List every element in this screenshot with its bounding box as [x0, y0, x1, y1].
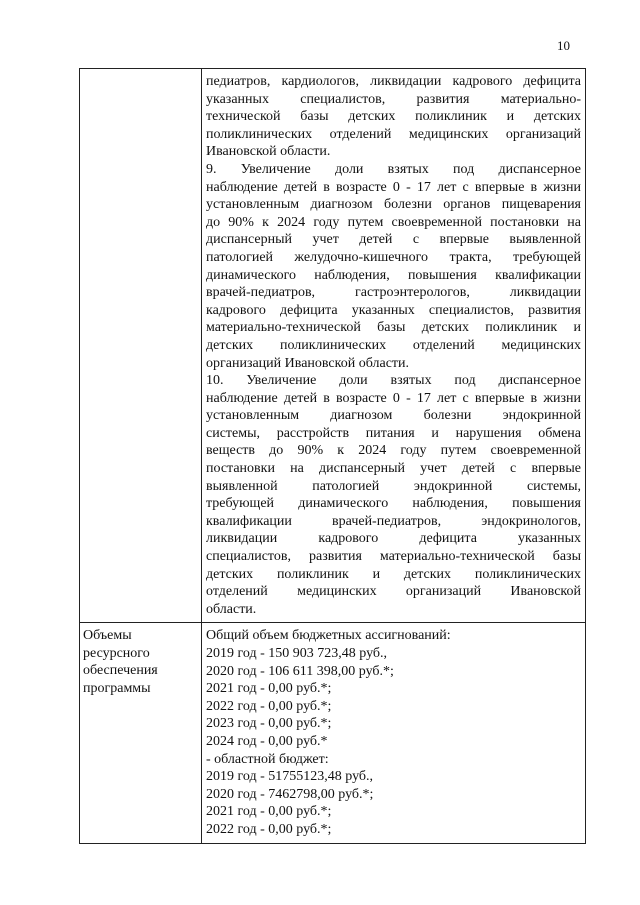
text-line: 9. Увеличение доли взятых под диспансерное [206, 161, 581, 177]
text-line: ликвидации кадрового дефицита указанных [206, 531, 581, 547]
row-label [80, 69, 201, 73]
funding-line: 2021 год - 0,00 руб.*; [206, 681, 332, 697]
text-line: постановки на диспансерный учет детей с впервые [206, 461, 581, 477]
table-row-funding [80, 623, 586, 843]
funding-line: 2020 год - 7462798,00 руб.*; [206, 786, 374, 802]
funding-line: 2024 год - 0,00 руб.* [206, 733, 328, 749]
text-line: до 90% к 2024 году путем своевременной постановки на [206, 214, 581, 230]
text-line: отделений медицинских организаций Ивановской [206, 584, 581, 600]
text-line: кадрового дефицита указанных специалистов, развития [206, 302, 581, 318]
table-row-goals [80, 69, 586, 623]
text-line: области. [206, 601, 257, 617]
row-content-cell-goals [202, 69, 586, 623]
text-line: педиатров, кардиологов, ликвидации кадрового дефицита [206, 74, 581, 89]
text-line: квалификации врачей-педиатров, эндокринологов, [206, 513, 581, 529]
row-content-cell-funding [202, 623, 586, 843]
row-label-line: Объемы [83, 628, 132, 644]
text-line: 10. Увеличение доли взятых под диспансерное [206, 373, 581, 389]
text-line: наблюдение детей в возрасте 0 - 17 лет с впервые в жизни [206, 390, 581, 406]
text-line: патологией желудочно-кишечного тракта, требующей [206, 249, 581, 265]
text-line: детских поликлиник и детских поликлинических [206, 566, 581, 582]
text-line: требующей динамического наблюдения, повышения [206, 496, 581, 512]
row-label-line: ресурсного [83, 645, 150, 661]
funding-line: 2019 год - 150 903 723,48 руб., [206, 646, 388, 661]
text-line: веществ до 90% к 2024 году путем своевременной [206, 443, 581, 459]
text-line: установленным диагнозом болезни органов пищеварения [206, 197, 581, 213]
text-line: организаций Ивановской области. [206, 355, 410, 371]
funding-line: Общий объем бюджетных ассигнований: [206, 628, 451, 644]
funding-line: 2020 год - 106 611 398,00 руб.*; [206, 663, 394, 679]
text-line: указанных специалистов, развития материально- [206, 91, 581, 107]
program-passport-table [79, 68, 586, 844]
text-line: выявленной патологией эндокринной системы, [206, 478, 581, 494]
funding-line: 2022 год - 0,00 руб.*; [206, 698, 332, 714]
funding-line: 2022 год - 0,00 руб.*; [206, 821, 332, 837]
text-line: наблюдение детей в возрасте 0 - 17 лет с впервые в жизни [206, 179, 581, 195]
row-label-line: программы [83, 680, 151, 696]
text-line: системы, расстройств питания и нарушения обмена [206, 425, 581, 441]
funding-line: 2019 год - 51755123,48 руб., [206, 769, 374, 785]
text-line: детских поликлинических отделений медицинских [206, 337, 581, 353]
text-line: поликлинических отделений медицинских организаций [206, 126, 581, 142]
text-line: материально-технической базы детских поликлиник и [206, 320, 581, 336]
row-label-line: обеспечения [83, 663, 158, 679]
funding-line: - областной бюджет: [206, 751, 329, 767]
funding-line: 2021 год - 0,00 руб.*; [206, 804, 332, 820]
text-line: динамического наблюдения, повышения квалификации [206, 267, 581, 283]
text-line: технической базы детских поликлиник и детских [206, 109, 581, 125]
row-label-cell-empty [80, 69, 202, 623]
text-line: специалистов, развития материально-технической базы [206, 549, 581, 565]
text-line: диспансерный учет детей с впервые выявленной [206, 232, 581, 248]
text-line: Ивановской области. [206, 144, 331, 160]
page-number: 10 [557, 38, 570, 53]
funding-line: 2023 год - 0,00 руб.*; [206, 716, 332, 732]
text-line: установленным диагнозом болезни эндокринной [206, 408, 581, 424]
row-label-cell-funding [80, 623, 202, 843]
text-line: врачей-педиатров, гастроэнтерологов, ликвидации [206, 285, 581, 301]
